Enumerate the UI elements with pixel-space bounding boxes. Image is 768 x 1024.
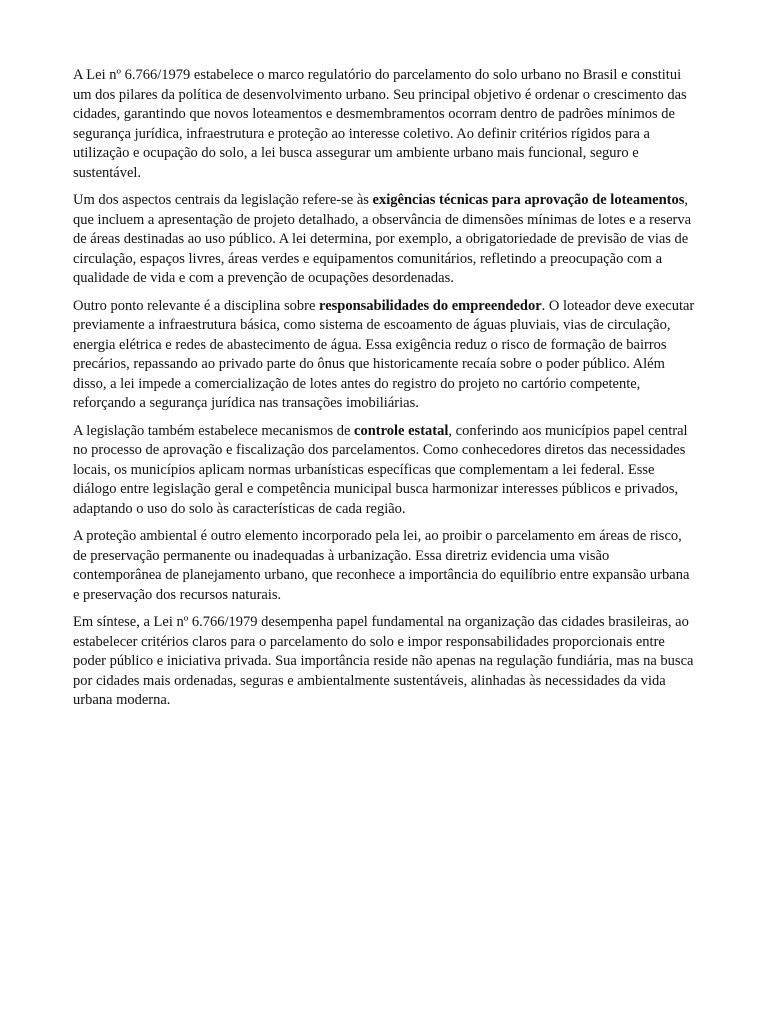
paragraph-text: A Lei nº 6.766/1979 estabelece o marco regulatório do parcelamento do solo urbano no Brasil e constitui um dos pilares da política de desenvolvimento urbano. Seu principal objetivo é ordenar o crescimento das cidades, garantindo que novos loteamentos e desmembramentos ocorram dentro de padrões mínimos de segurança jurídica, infraestrutura e proteção ao interesse coletivo. Ao definir critérios rígidos para a utilização e ocupação do solo, a lei busca assegurar um ambiente urbano mais funcional, seguro e sustentável. (73, 67, 687, 181)
bold-term: controle estatal (354, 422, 449, 439)
paragraph-developer-responsibilities (73, 297, 698, 414)
paragraph-text: Outro ponto relevante é a disciplina sobre (73, 297, 320, 314)
paragraph-text: , conferindo aos municípios papel central no processo de aprovação e fiscalização dos parcelamentos. Como conhecedores diretos das necessidades locais, os municípios aplicam normas urbanísticas específicas que complementam a lei federal. Esse diálogo entre legislação geral e competência municipal busca harmonizar interesses públicos e privados, adaptando o uso do solo às características de cada região. (73, 422, 688, 517)
paragraph-state-control (73, 422, 698, 520)
paragraph-text: . O loteador deve executar previamente a infraestrutura básica, como sistema de escoamento de águas pluviais, vias de circulação, energia elétrica e redes de abastecimento de água. Essa exigência reduz o risco de formação de bairros precários, repassando ao privado parte do ônus que historicamente recaía sobre o poder público. Além disso, a lei impede a comercialização de lotes antes do registro do projeto no cartório competente, reforçando a segurança jurídica nas transações imobiliárias. (73, 297, 695, 411)
paragraph-environmental-protection (73, 527, 698, 605)
bold-term: exigências técnicas para aprovação de loteamentos (372, 192, 685, 208)
paragraph-text: A proteção ambiental é outro elemento incorporado pela lei, ao proibir o parcelamento em áreas de risco, de preservação permanente ou inadequadas à urbanização. Essa diretriz evidencia uma visão contemporânea de planejamento urbano, que reconhece a importância do equilíbrio entre expansão urbana e preservação dos recursos naturais. (73, 528, 690, 603)
document-page (73, 66, 698, 719)
paragraph-text: Em síntese, a Lei nº 6.766/1979 desempenha papel fundamental na organização das cidades brasileiras, ao estabelecer critérios claros para o parcelamento do solo e impor responsabilidades proporcionais entre poder público e iniciativa privada. Sua importância reside não apenas na regulação fundiária, mas na busca por cidades mais ordenadas, seguras e ambientalmente sustentáveis, alinhadas às necessidades da vida urbana moderna. (73, 614, 694, 708)
paragraph-text: , que incluem a apresentação de projeto detalhado, a observância de dimensões mínimas de lotes e a reserva de áreas destinadas ao uso público. A lei determina, por exemplo, a obrigatoriedade de previsão de vias de circulação, espaços livres, áreas verdes e equipamentos comunitários, refletindo a preocupação com a qualidade de vida e com a prevenção de ocupações desordenadas. (73, 192, 692, 286)
paragraph-text: Um dos aspectos centrais da legislação refere-se às (73, 192, 373, 208)
bold-term: responsabilidades do empreendedor (319, 297, 542, 314)
paragraph-technical-requirements (73, 191, 698, 289)
paragraph-text: A legislação também estabelece mecanismos de (73, 422, 355, 439)
paragraph-intro (73, 66, 698, 183)
paragraph-conclusion (73, 613, 698, 711)
